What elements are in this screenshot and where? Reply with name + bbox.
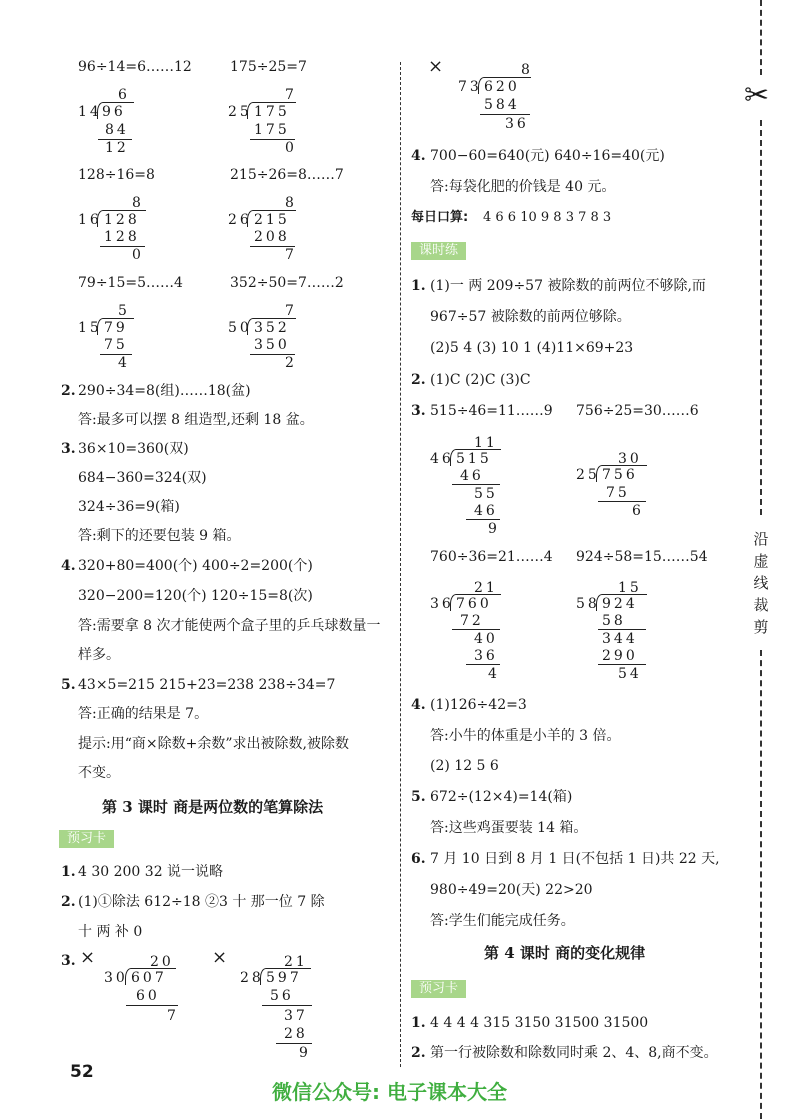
- quotient: 8: [521, 62, 530, 78]
- practice-q3-c: 760÷36=21……4: [430, 549, 553, 565]
- rule: [126, 1005, 178, 1006]
- partial: 58: [602, 613, 626, 629]
- partial: 40: [474, 631, 498, 647]
- quotient: 21: [284, 954, 308, 970]
- divisor: 73: [458, 79, 482, 95]
- partial: 36: [474, 648, 498, 664]
- item-number: 1.: [61, 864, 76, 880]
- partial: 128: [104, 229, 140, 245]
- partial: 28: [284, 1026, 308, 1042]
- practice-q4-part2: (2) 12 5 6: [430, 758, 499, 774]
- remainder: 54: [618, 666, 642, 682]
- rule: [466, 519, 500, 520]
- preview-q1: 4 30 200 32 说一说略: [78, 864, 224, 880]
- partial: 46: [460, 468, 484, 484]
- rule: [598, 629, 646, 630]
- item-number: 3.: [61, 953, 76, 969]
- problem-5-answer: 答:正确的结果是 7。: [78, 706, 209, 722]
- daily-mental-math-label: 每日口算:: [411, 210, 469, 225]
- rule: [598, 664, 646, 665]
- partial: 37: [284, 1008, 308, 1024]
- rule: [452, 629, 500, 630]
- dividend: 352: [254, 320, 290, 336]
- partial: 55: [474, 486, 498, 502]
- remainder: 6: [632, 503, 641, 519]
- cross-mark: ×: [80, 947, 96, 968]
- remainder: 2: [285, 355, 294, 371]
- dividend: 128: [104, 212, 140, 228]
- partial: 75: [104, 337, 128, 353]
- item-number: 3.: [61, 441, 76, 457]
- problem-5-hint-cont: 不变。: [78, 765, 120, 781]
- cross-mark: ×: [212, 947, 228, 968]
- item-number: 2.: [61, 894, 76, 910]
- quotient: 30: [618, 451, 642, 467]
- practice-q6-answer: 答:学生们能完成任务。: [430, 913, 575, 929]
- item-number: 5.: [61, 677, 76, 693]
- section-title-lesson-4: 第 4 课时 商的变化规律: [484, 944, 646, 962]
- divisor: 58: [576, 596, 600, 612]
- problem-5-equation: 43×5=215 215+23=238 238÷34=7: [78, 677, 336, 693]
- dividend: 96: [102, 104, 126, 120]
- cut-char: 虚: [753, 552, 769, 570]
- dividend: 515: [456, 451, 492, 467]
- quotient: 20: [150, 954, 174, 970]
- problem-2-answer: 答:最多可以摆 8 组造型,还剩 18 盆。: [78, 412, 314, 428]
- dividend: 756: [602, 467, 638, 483]
- daily-mental-math-values: 4 6 6 10 9 8 3 7 8 3: [483, 210, 612, 225]
- preview-q2-cont: 十 两 补 0: [78, 924, 143, 940]
- preview-card-tag-2: 预习卡: [411, 980, 466, 998]
- eq-line-3: 79÷15=5……4: [78, 275, 183, 291]
- scissors-icon: ✂: [744, 78, 770, 113]
- rule: [598, 501, 646, 502]
- practice-q3-a: 515÷46=11……9: [430, 403, 553, 419]
- item-number: 4.: [411, 697, 426, 713]
- preview2-q2: 第一行被除数和除数同时乘 2、4、8,商不变。: [430, 1045, 718, 1061]
- remainder: 4: [488, 666, 497, 682]
- item-number: 4.: [411, 148, 426, 164]
- dividend: 924: [602, 596, 638, 612]
- preview2-q1: 4 4 4 4 315 3150 31500 31500: [430, 1015, 649, 1031]
- divisor: 26: [228, 212, 252, 228]
- rule: [262, 1005, 312, 1006]
- rule: [100, 354, 132, 355]
- dividend: 760: [456, 596, 492, 612]
- eq-line-2: 128÷16=8: [78, 167, 155, 183]
- item-number: 1.: [411, 278, 426, 294]
- remainder: 7: [285, 247, 294, 263]
- dividend: 175: [254, 104, 290, 120]
- dividend: 597: [266, 970, 302, 986]
- dividend: 607: [131, 970, 167, 986]
- partial: 350: [254, 337, 290, 353]
- problem-3-line-1: 36×10=360(双): [78, 441, 189, 457]
- divisor: 15: [78, 320, 102, 336]
- quotient: 7: [285, 87, 294, 103]
- divisor: 46: [430, 451, 454, 467]
- practice-q3-b: 756÷25=30……6: [576, 403, 699, 419]
- rule: [480, 114, 530, 115]
- item-number: 2.: [411, 1045, 426, 1061]
- quotient: 7: [285, 303, 294, 319]
- item-number: 3.: [411, 403, 426, 419]
- dividend: 79: [104, 320, 128, 336]
- lesson-practice-tag: 课时练: [411, 242, 466, 260]
- partial: 344: [602, 631, 638, 647]
- item-number: 4.: [61, 558, 76, 574]
- partial: 584: [484, 97, 520, 113]
- divisor: 25: [576, 467, 600, 483]
- problem-4-line-1: 320+80=400(个) 400÷2=200(个): [78, 558, 313, 574]
- practice-q4-answer: 答:小牛的体重是小羊的 3 倍。: [430, 728, 621, 744]
- partial: 75: [606, 485, 630, 501]
- rule: [452, 484, 500, 485]
- remainder: 4: [118, 355, 127, 371]
- divisor: 14: [78, 104, 102, 120]
- practice-q5: 672÷(12×4)=14(箱): [430, 789, 573, 805]
- preview-card-tag: 预习卡: [59, 830, 114, 848]
- column-divider: [400, 62, 401, 1067]
- item-number: 2.: [411, 372, 426, 388]
- problem-3-answer: 答:剩下的还要包装 9 箱。: [78, 528, 241, 544]
- dividend: 215: [254, 212, 290, 228]
- practice-q1-cont: 967÷57 被除数的前两位够除。: [430, 309, 631, 325]
- problem-2-equation: 290÷34=8(组)……18(盆): [78, 383, 251, 399]
- rule: [276, 1043, 312, 1044]
- item-number: 2.: [61, 383, 76, 399]
- cut-char: 裁: [753, 596, 769, 614]
- partial: 84: [105, 122, 129, 138]
- divisor: 16: [78, 212, 102, 228]
- cut-line-middle: [760, 120, 762, 515]
- problem-4-line-2: 320−200=120(个) 120÷15=8(次): [78, 588, 313, 604]
- problem-5-hint: 提示:用“商×除数+余数”求出被除数,被除数: [78, 736, 349, 752]
- quotient: 15: [618, 580, 642, 596]
- divisor: 25: [228, 104, 252, 120]
- divisor: 28: [240, 970, 264, 986]
- problem-4-answer: 答:需要拿 8 次才能使两个盒子里的乒乓球数量一: [78, 618, 381, 634]
- problem-4-answer-cont: 样多。: [78, 647, 120, 663]
- problem-3-line-3: 324÷36=9(箱): [78, 499, 180, 515]
- cut-char: 剪: [753, 618, 769, 636]
- practice-q6-line-2: 980÷49=20(天) 22>20: [430, 882, 593, 898]
- eq-line-2b: 215÷26=8……7: [230, 167, 344, 183]
- remainder: 0: [132, 247, 141, 263]
- remainder: 9: [488, 521, 497, 537]
- item-number: 5.: [411, 789, 426, 805]
- cross-mark: ×: [428, 56, 444, 77]
- practice-q4: (1)126÷42=3: [430, 697, 527, 713]
- problem-3-line-2: 684−360=324(双): [78, 470, 207, 486]
- quotient: 6: [118, 87, 127, 103]
- practice-q1: (1)一 两 209÷57 被除数的前两位不够除,而: [430, 278, 706, 294]
- eq-line-1: 96÷14=6……12: [78, 59, 192, 75]
- preview-q2: (1)①除法 612÷18 ②3 十 那一位 7 除: [78, 894, 325, 910]
- remainder: 0: [285, 140, 294, 156]
- footer-watermark: 微信公众号: 电子课本大全: [272, 1080, 507, 1104]
- page-number: 52: [70, 1062, 94, 1082]
- quotient: 8: [285, 195, 294, 211]
- partial: 56: [270, 988, 294, 1004]
- partial: 72: [460, 613, 484, 629]
- section-title-lesson-3: 第 3 课时 商是两位数的笔算除法: [102, 798, 324, 816]
- eq-line-3b: 352÷50=7……2: [230, 275, 344, 291]
- partial: 46: [474, 503, 498, 519]
- dividend: 620: [484, 79, 520, 95]
- quotient: 8: [132, 195, 141, 211]
- practice-q3-d: 924÷58=15……54: [576, 549, 708, 565]
- remainder: 12: [105, 140, 129, 156]
- cut-line-bottom: [760, 650, 762, 1119]
- partial: 290: [602, 648, 638, 664]
- quotient: 21: [474, 580, 498, 596]
- divisor: 50: [228, 320, 252, 336]
- cut-char: 沿: [753, 530, 769, 548]
- r-problem-4: 700−60=640(元) 640÷16=40(元): [430, 148, 665, 164]
- practice-q6: 7 月 10 日到 8 月 1 日(不包括 1 日)共 22 天,: [430, 851, 720, 867]
- practice-q1-parts: (2)5 4 (3) 10 1 (4)11×69+23: [430, 340, 634, 356]
- quotient: 5: [118, 303, 127, 319]
- item-number: 1.: [411, 1015, 426, 1031]
- partial: 60: [136, 988, 160, 1004]
- cut-char: 线: [753, 574, 769, 592]
- partial: 175: [254, 122, 290, 138]
- partial: 208: [254, 229, 290, 245]
- item-number: 6.: [411, 851, 426, 867]
- cut-line-top: [760, 0, 762, 75]
- rule: [466, 664, 500, 665]
- practice-q2: (1)C (2)C (3)C: [430, 372, 531, 388]
- eq-line-1b: 175÷25=7: [230, 59, 307, 75]
- remainder: 9: [299, 1045, 308, 1061]
- remainder: 7: [167, 1008, 176, 1024]
- divisor: 36: [430, 596, 454, 612]
- r-problem-4-answer: 答:每袋化肥的价钱是 40 元。: [430, 179, 616, 195]
- quotient: 11: [474, 435, 498, 451]
- divisor: 30: [104, 970, 128, 986]
- practice-q5-answer: 答:这些鸡蛋要装 14 箱。: [430, 820, 588, 836]
- remainder: 36: [505, 116, 529, 132]
